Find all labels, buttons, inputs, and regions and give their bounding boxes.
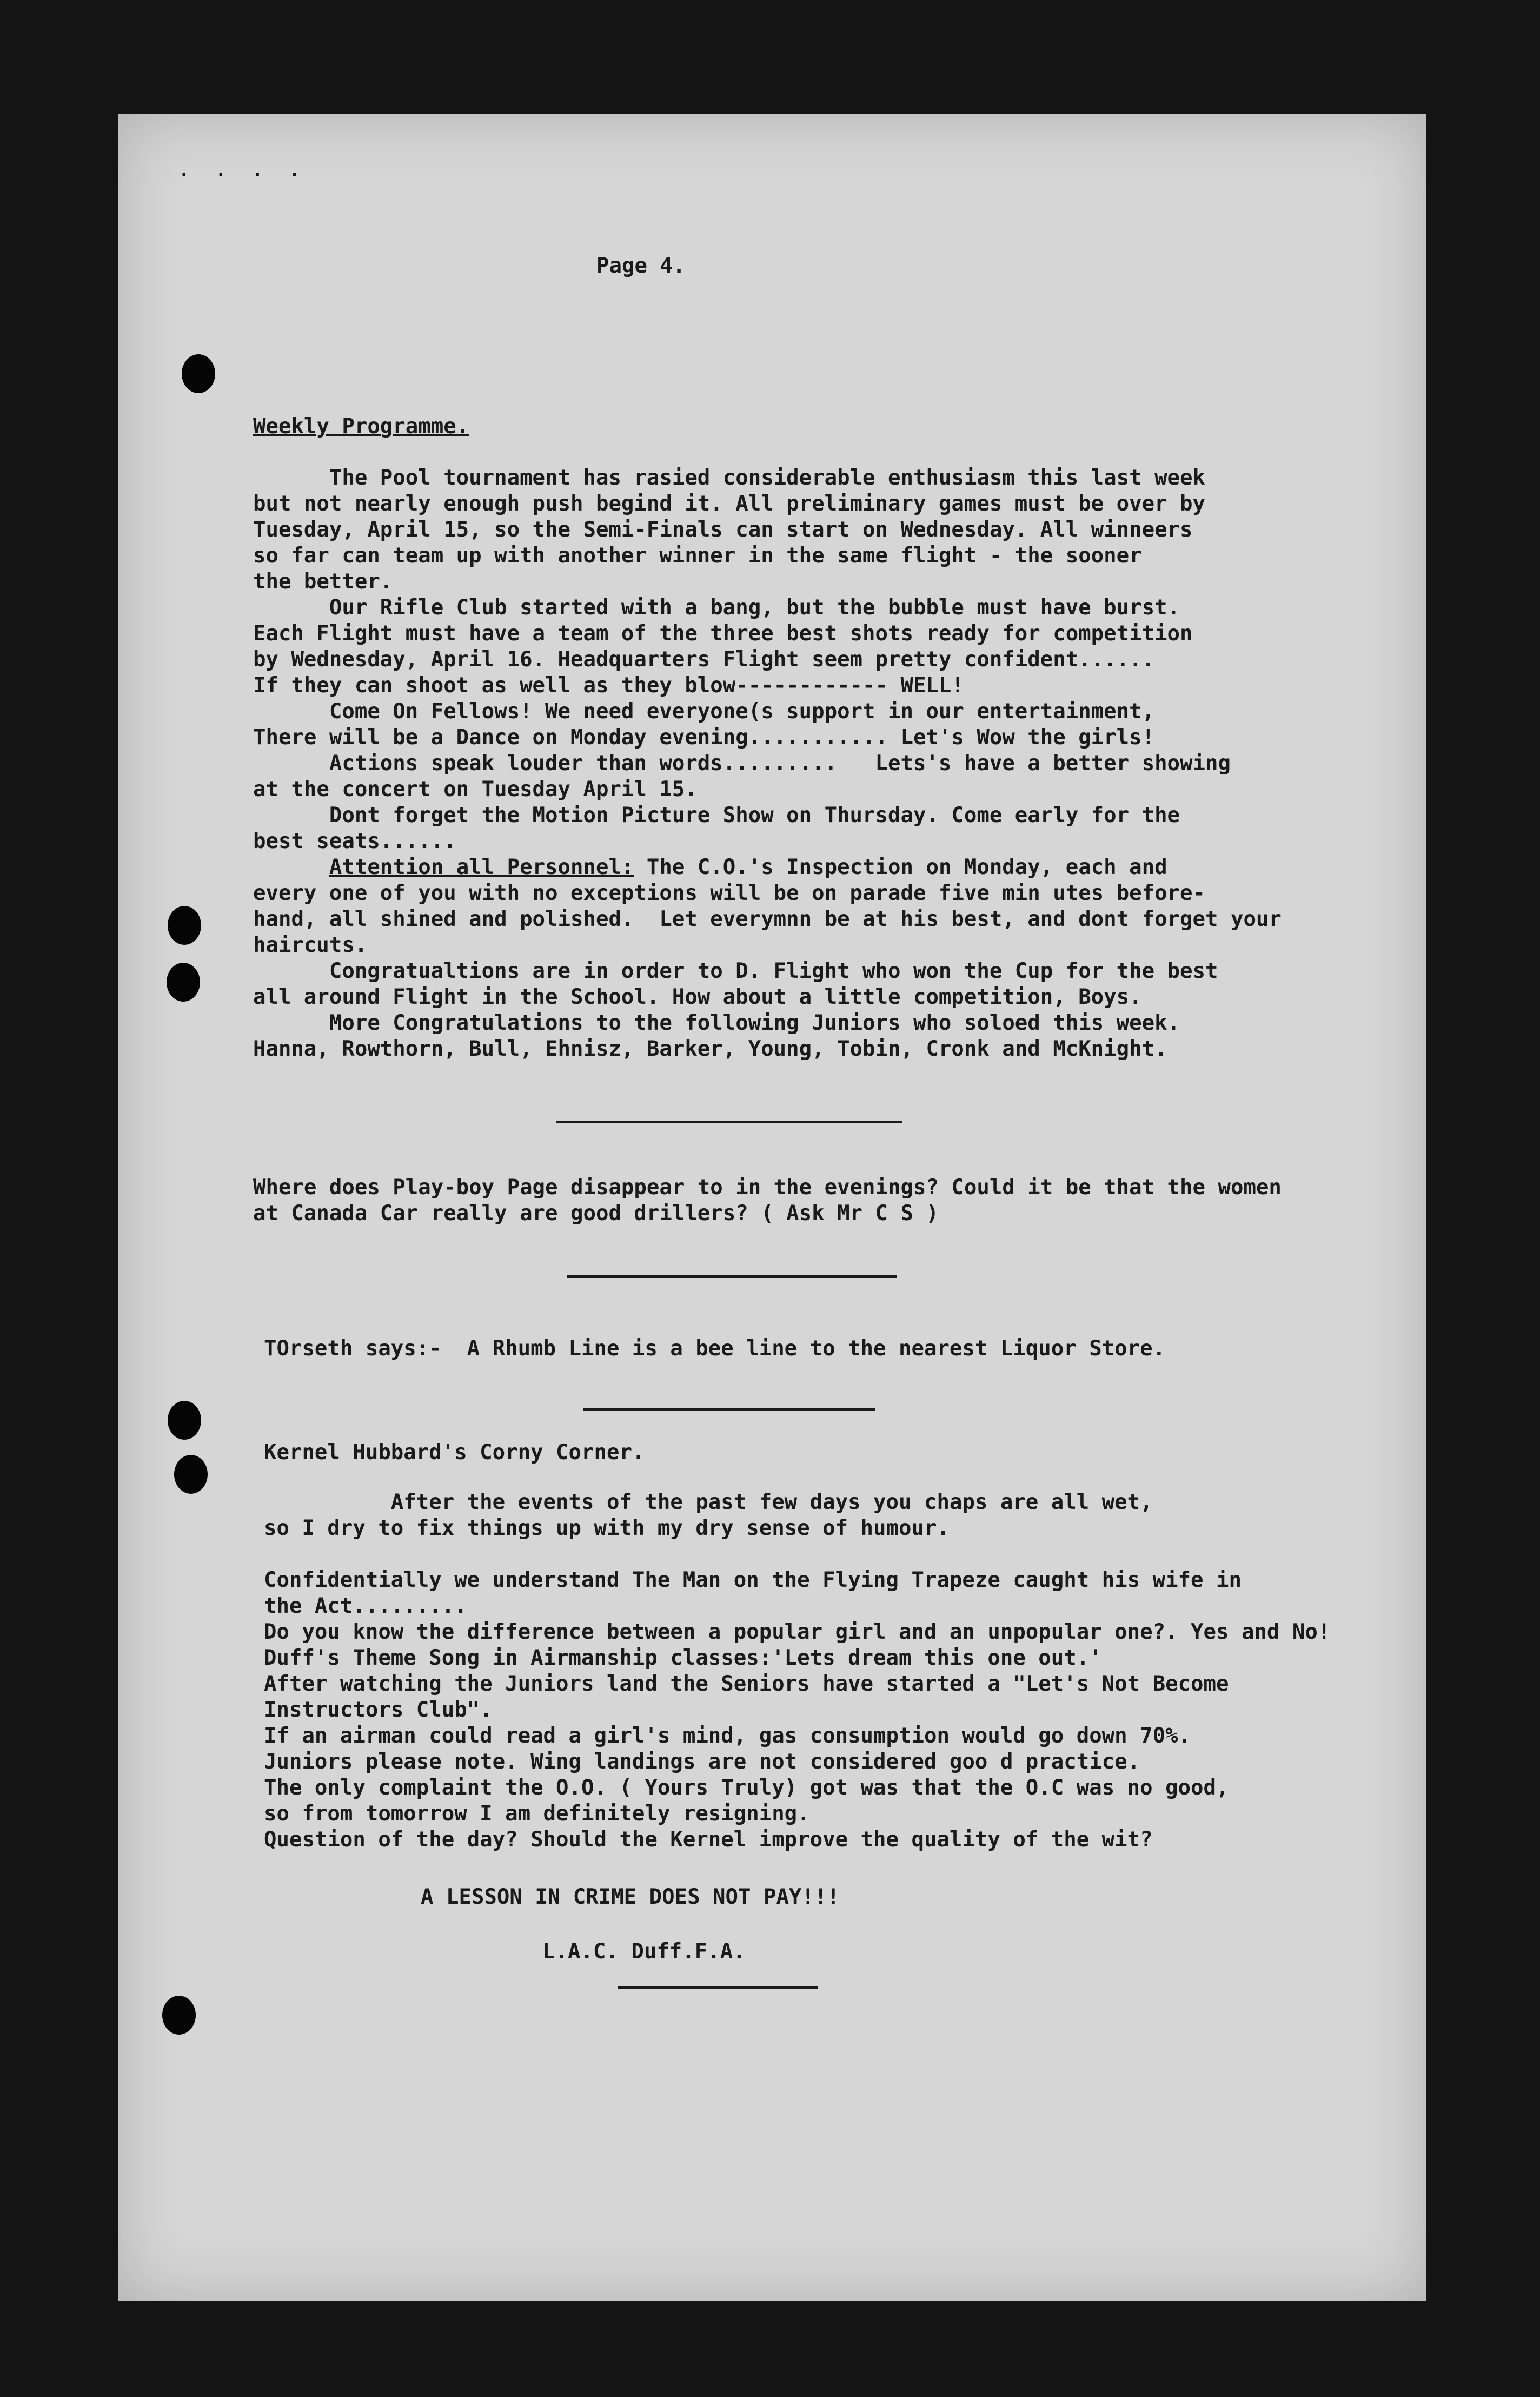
attention-line-text: The C.O.'s Inspection on Monday, each and [634, 855, 1167, 879]
punch-hole-1 [182, 354, 215, 393]
programme-line: Actions speak louder than words......... Lets's have a better showing [253, 751, 1231, 776]
divider-rule [583, 1408, 875, 1411]
corny-intro-line: so I dry to fix things up with my dry sense of humour. [264, 1516, 950, 1540]
programme-line: Come On Fellows! We need everyone(s support in our entertainment, [253, 699, 1155, 724]
programme-line: but not nearly enough push begind it. All preliminary games must be over by [253, 492, 1205, 516]
programme-line: Our Rifle Club started with a bang, but the bubble must have burst. [253, 595, 1180, 620]
playboy-line: at Canada Car really are good drillers? ( Ask Mr C S ) [253, 1201, 939, 1226]
corny-line: Duff's Theme Song in Airmanship classes:'Lets dream this one out.' [264, 1646, 1102, 1670]
corny-line: Instructors Club". [264, 1698, 493, 1722]
programme-line: by Wednesday, April 16. Headquarters Flight seem pretty confident...... [253, 647, 1155, 672]
torseth-line: TOrseth says:- A Rhumb Line is a bee line to the nearest Liquor Store. [264, 1336, 1166, 1361]
punch-hole-4 [168, 1401, 201, 1440]
playboy-line: Where does Play-boy Page disappear to in the evenings? Could it be that the women [253, 1175, 1282, 1200]
signature: L.A.C. Duff.F.A. [542, 1939, 746, 1964]
attention-line: Congratualtions are in order to D. Flight who won the Cup for the best [253, 959, 1218, 983]
corny-line: If an airman could read a girl's mind, gas consumption would go down 70%. [264, 1724, 1191, 1748]
corny-line: the Act......... [264, 1594, 467, 1618]
end-rule [618, 1986, 818, 1989]
programme-line: The Pool tournament has rasied considerable enthusiasm this last week [253, 466, 1205, 490]
corny-line: Juniors please note. Wing landings are not considered goo d practice. [264, 1750, 1140, 1774]
programme-line: Tuesday, April 15, so the Semi-Finals can start on Wednesday. All winneers [253, 518, 1193, 542]
attention-line: Hanna, Rowthorn, Bull, Ehnisz, Barker, Young, Tobin, Cronk and McKnight. [253, 1037, 1167, 1061]
divider-rule [567, 1275, 897, 1278]
attention-line: hand, all shined and polished. Let everymnn be at his best, and dont forget your [253, 907, 1282, 931]
document-sheet [118, 114, 1426, 2301]
programme-line: so far can team up with another winner in the same flight - the sooner [253, 544, 1142, 568]
weekly-programme-heading: Weekly Programme. [253, 414, 469, 439]
divider-rule [556, 1121, 902, 1123]
punch-hole-5 [174, 1455, 208, 1494]
attention-line: every one of you with no exceptions will be on parade five min utes before- [253, 881, 1205, 905]
corny-corner-title: Kernel Hubbard's Corny Corner. [264, 1440, 645, 1465]
page-number: Page 4. [596, 254, 686, 278]
paper-specks: . . . . [177, 157, 307, 182]
punch-hole-3 [167, 963, 200, 1002]
programme-line: best seats...... [253, 829, 456, 853]
corny-line: Question of the day? Should the Kernel improve the quality of the wit? [264, 1827, 1153, 1852]
programme-line: If they can shoot as well as they blow------------ WELL! [253, 673, 964, 698]
corny-line: so from tomorrow I am definitely resigning. [264, 1802, 810, 1826]
programme-line: Dont forget the Motion Picture Show on Thursday. Come early for the [253, 803, 1180, 827]
corny-line: The only complaint the O.O. ( Yours Truly) got was that the O.C was no good, [264, 1776, 1229, 1800]
corny-line: After watching the Juniors land the Seniors have started a "Let's Not Become [264, 1672, 1229, 1696]
attention-line: all around Flight in the School. How about a little competition, Boys. [253, 985, 1142, 1009]
corny-line: Confidentially we understand The Man on the Flying Trapeze caught his wife in [264, 1568, 1242, 1592]
programme-line: There will be a Dance on Monday evening........... Let's Wow the girls! [253, 725, 1155, 750]
attention-line [253, 855, 1167, 880]
corny-intro-line: After the events of the past few days you chaps are all wet, [264, 1490, 1153, 1514]
punch-hole-6 [162, 1996, 196, 2035]
corny-line: Do you know the difference between a popular girl and an unpopular one?. Yes and No! [264, 1620, 1331, 1644]
programme-line: Each Flight must have a team of the three best shots ready for competition [253, 621, 1193, 646]
attention-label: Attention all Personnel: [329, 855, 634, 879]
programme-line: at the concert on Tuesday April 15. [253, 777, 698, 802]
attention-line: haircuts. [253, 933, 368, 957]
punch-hole-2 [168, 906, 201, 945]
attention-line: More Congratulations to the following Juniors who soloed this week. [253, 1011, 1180, 1035]
programme-line: the better. [253, 570, 393, 594]
closing-line: A LESSON IN CRIME DOES NOT PAY!!! [421, 1885, 840, 1909]
